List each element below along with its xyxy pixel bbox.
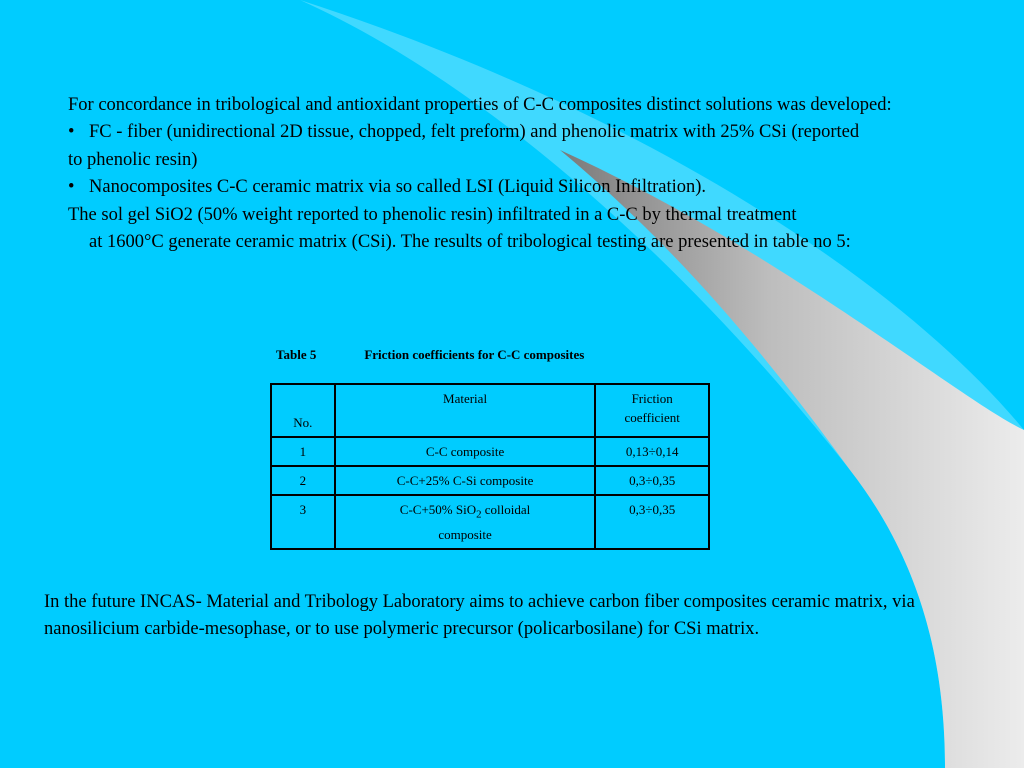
sol-gel-line: The sol gel SiO2 (50% weight reported to phenolic resin) infiltrated in a C-C by thermal treatment [68, 204, 797, 225]
table-row [271, 466, 709, 495]
cell-no: 1 [271, 437, 335, 466]
header-friction-line1: Friction [631, 391, 673, 406]
table-caption [276, 347, 584, 363]
table-row [271, 495, 709, 549]
table-header-row [271, 384, 709, 437]
bullet-icon: • [68, 177, 75, 198]
table-title: Friction coefficients for C-C composites [364, 347, 585, 362]
header-friction-line2: coefficient [624, 410, 680, 425]
bullet-text: Nanocomposites C-C ceramic matrix via so called LSI (Liquid Silicon Infiltration). [89, 177, 707, 198]
cell-material: C-C+25% C-Si composite [335, 466, 596, 495]
future-paragraph [44, 589, 1004, 644]
intro-text [68, 92, 1018, 256]
cell-no: 3 [271, 495, 335, 549]
bullet-item-fc-fiber [68, 119, 1018, 146]
header-no: No. [271, 384, 335, 437]
friction-table [270, 383, 710, 550]
results-line: at 1600°C generate ceramic matrix (CSi). The results of tribological testing are presented in table no 5: [89, 232, 851, 253]
cell-friction: 0,3÷0,35 [595, 466, 709, 495]
material-suffix: colloidal [481, 502, 531, 517]
future-text: In the future INCAS- Material and Tribology Laboratory aims to achieve carbon fiber composites ceramic matrix, via nanosilicium carbide-mesophase, or to use polymeric precursor (policarbosilane) for CSi matrix. [44, 592, 915, 640]
cell-material [335, 495, 596, 549]
header-material: Material [335, 384, 596, 437]
bullet-continuation: to phenolic resin) [68, 149, 198, 170]
material-prefix: C-C+50% SiO [399, 502, 477, 517]
bullet-text: FC - fiber (unidirectional 2D tissue, chopped, felt preform) and phenolic matrix with 25% CSi (reported [89, 122, 860, 143]
bullet-icon: • [68, 122, 75, 143]
material-subscript: 2 [476, 508, 482, 521]
cell-friction: 0,3÷0,35 [595, 495, 709, 549]
header-friction [595, 384, 709, 437]
table-row [271, 437, 709, 466]
table-label: Table 5 [276, 347, 317, 362]
intro-line: For concordance in tribological and antioxidant properties of C-C composites distinct solutions was developed: [68, 95, 892, 115]
bullet-item-nanocomposites [68, 174, 1018, 201]
cell-friction: 0,13÷0,14 [595, 437, 709, 466]
material-line2: composite [438, 526, 492, 542]
cell-material: C-C composite [335, 437, 596, 466]
cell-no: 2 [271, 466, 335, 495]
